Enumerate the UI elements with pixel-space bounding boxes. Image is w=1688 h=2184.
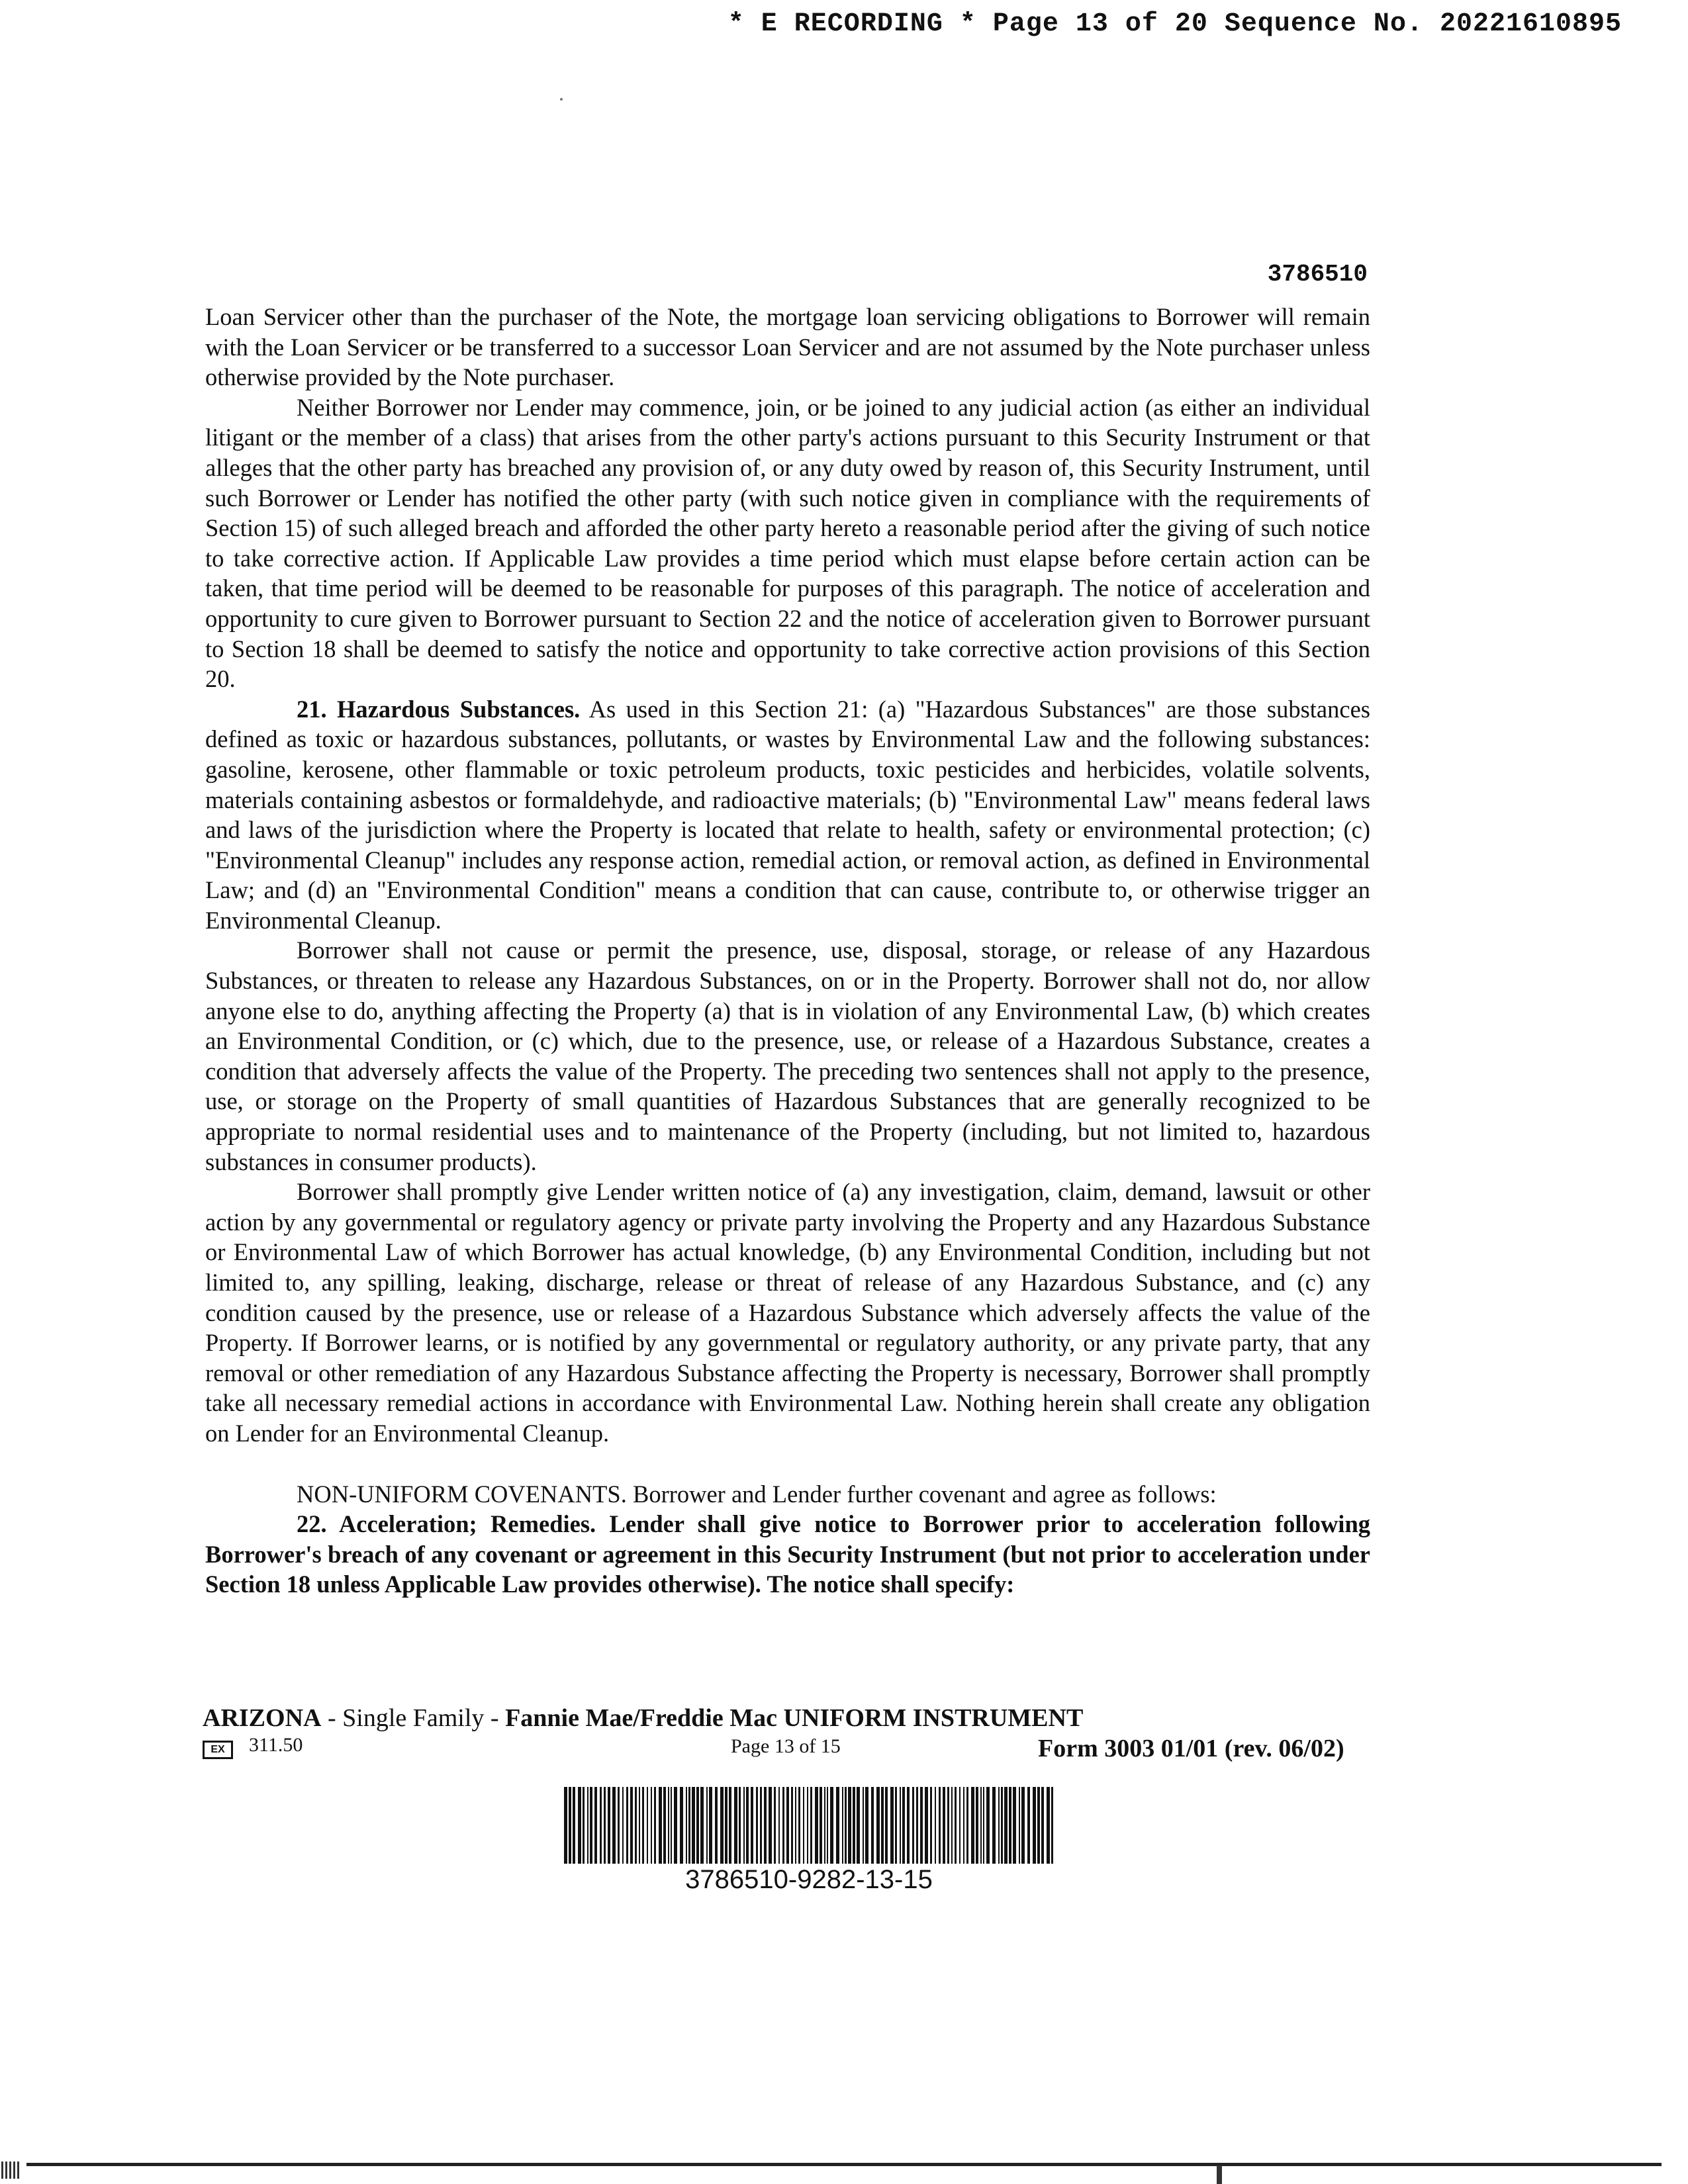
section-21-heading: 21. Hazardous Substances. [297,695,581,723]
document-body [205,302,1370,1600]
scan-mark [1217,2165,1222,2184]
section-21-text: As used in this Section 21: (a) "Hazardous Substances" are those substances defined as toxic or hazardous substances, pollutants, or wastes by Environmental Law and the following substances: gasoline, kerosene, other flammable or toxic petroleum products, toxic pesticides and herbicides, volatile solvents, materials containing asbestos or formaldehyde, and radioactive materials; (b) "Environmental Law" means federal laws and laws of the jurisdiction where the Property is located that relate to health, safety or environmental protection; (c) "Environmental Cleanup" includes any response action, remedial action, or removal action, as defined in Environmental Law; and (d) an "Environmental Condition" means a condition that can cause, contribute to, or otherwise trigger an Environmental Cleanup. [205,695,1370,934]
paragraph-loan-servicer: Loan Servicer other than the purchaser of the Note, the mortgage loan servicing obligations to Borrower will remain with the Loan Servicer or be transferred to a successor Loan Servicer and are not assumed by the Note purchaser unless otherwise provided by the Note purchaser. [205,303,1370,391]
non-uniform-covenants: NON-UNIFORM COVENANTS. Borrower and Lender further covenant and agree as follows: [297,1480,1217,1508]
footer-instrument: Fannie Mae/Freddie Mac UNIFORM INSTRUMENT [505,1704,1084,1732]
footer-separator: - Single Family - [321,1704,506,1732]
section-21-hazardous-substances [205,694,1370,936]
footer-state: ARIZONA [203,1704,322,1732]
recording-header: * E RECORDING * Page 13 of 20 Sequence No. 20221610895 [727,9,1622,39]
document-number: 3786510 [1267,261,1368,288]
scan-speck [560,98,563,101]
footer-form-code: 311.50 [249,1734,303,1756]
barcode-icon [564,1787,1054,1864]
footer-instrument-line [203,1704,1083,1733]
ex-logo-icon: EX [203,1741,233,1759]
footer-page-number: Page 13 of 15 [731,1735,841,1757]
section-22-acceleration: 22. Acceleration; Remedies. Lender shall give notice to Borrower prior to acceleration following Borrower's breach of any covenant or agreement in this Security Instrument (but not prior to acceleration under Section 18 unless Applicable Law provides otherwise). The notice shall specify: [205,1510,1370,1598]
footer-form-number: Form 3003 01/01 (rev. 06/02) [1038,1735,1344,1762]
scan-edge-mark [1,2161,21,2179]
barcode-text: 3786510-9282-13-15 [685,1865,933,1894]
paragraph-borrower-not-cause: Borrower shall not cause or permit the presence, use, disposal, storage, or release of any Hazardous Substances, or threaten to release any Hazardous Substances, on or in the Property. Borrower shall not do, nor allow anyone else to do, anything affecting the Property (a) that is in violation of any Environmental Law, (b) which creates an Environmental Condition, or (c) which, due to the presence, use, or release of a Hazardous Substance, creates a condition that adversely affects the value of the Property. The preceding two sentences shall not apply to the presence, use, or storage on the Property of small quantities of Hazardous Substances that are generally recognized to be appropriate to normal residential uses and to maintenance of the Property (including, but not limited to, hazardous substances in consumer products). [205,936,1370,1175]
paragraph-borrower-notice: Borrower shall promptly give Lender written notice of (a) any investigation, claim, demand, lawsuit or other action by any governmental or regulatory agency or private party involving the Property and any Hazardous Substance or Environmental Law of which Borrower has actual knowledge, (b) any Environmental Condition, including but not limited to, any spilling, leaking, discharge, release or threat of release of any Hazardous Substance, and (c) any condition caused by the presence, use or release of a Hazardous Substance which adversely affects the value of the Property. If Borrower learns, or is notified by any governmental or regulatory authority, or any private party, that any removal or other remediation of any Hazardous Substance affecting the Property is necessary, Borrower shall promptly take all necessary remedial actions in accordance with Environmental Law. Nothing herein shall create any obligation on Lender for an Environmental Cleanup. [205,1178,1370,1447]
scan-bottom-line [26,2163,1662,2166]
paragraph-judicial-action: Neither Borrower nor Lender may commence, join, or be joined to any judicial action (as either an individual litigant or the member of a class) that arises from the other party's actions pursuant to this Security Instrument or that alleges that the other party has breached any provision of, or any duty owed by reason of, this Security Instrument, until such Borrower or Lender has notified the other party (with such notice given in compliance with the requirements of Section 15) of such alleged breach and afforded the other party hereto a reasonable period after the giving of such notice to take corrective action. If Applicable Law provides a time period which must elapse before certain action can be taken, that time period will be deemed to be reasonable for purposes of this paragraph. The notice of acceleration and opportunity to cure given to Borrower pursuant to Section 22 and the notice of acceleration given to Borrower pursuant to Section 18 shall be deemed to satisfy the notice and opportunity to take corrective action provisions of this Section 20. [205,393,1370,693]
